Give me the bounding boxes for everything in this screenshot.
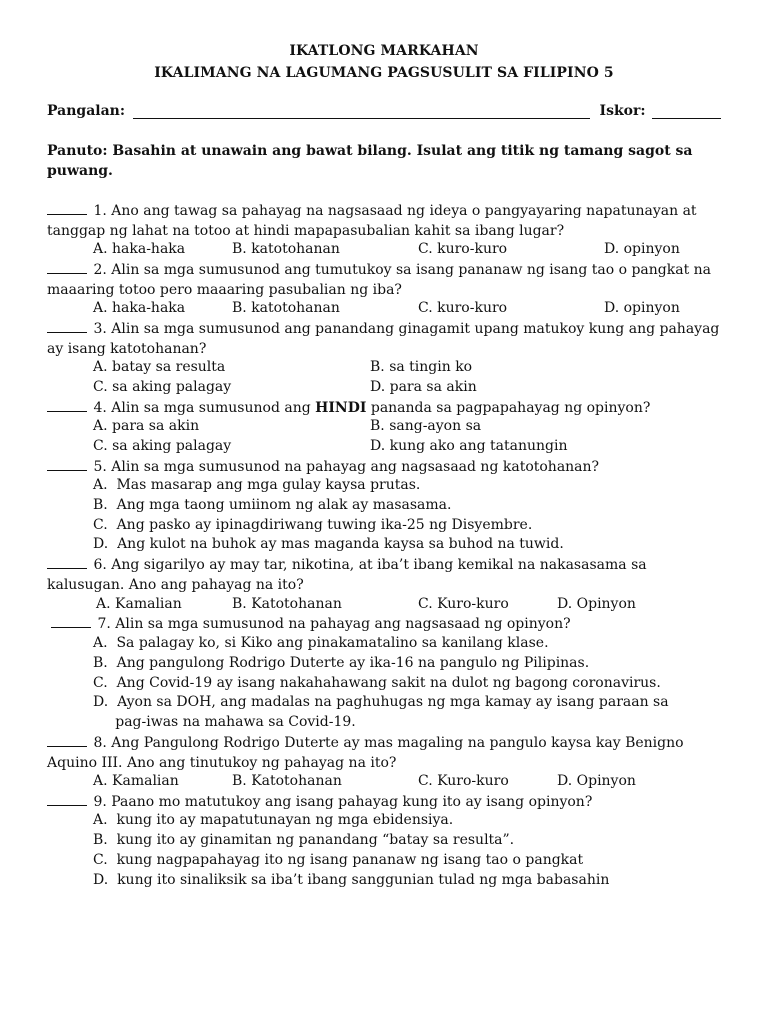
question-text: 1. Ano ang tawag sa pahayag na nagsasaad ng ideya o pangyayaring napatunayan at tanggap ng lahat na totoo at hindi mapapasubalian kahit sa ibang lugar? <box>47 203 697 239</box>
question-text: 4. Alin sa mga sumusunod ang HINDI pananda sa pagpapahayag ng opinyon? <box>93 400 651 416</box>
option-a: A. haka-haka <box>93 300 186 316</box>
question-1 <box>47 201 727 241</box>
option-b: B. kung ito ay ginamitan ng panandang “batay sa resulta”. <box>93 832 515 848</box>
option-c: C. Kuro-kuro <box>418 773 509 789</box>
answer-blank[interactable] <box>47 398 87 412</box>
option-a: A. Sa palagay ko, si Kiko ang pinakamatalino sa kanilang klase. <box>93 635 549 651</box>
name-label: Pangalan: <box>47 103 125 119</box>
question-5 <box>47 457 727 478</box>
page-title: IKATLONG MARKAHAN <box>289 43 479 59</box>
question-9 <box>47 792 727 813</box>
option-d: D. kung ako ang tatanungin <box>370 438 568 454</box>
option-d: D. Opinyon <box>557 773 636 789</box>
option-c: C. Kuro-kuro <box>418 596 509 612</box>
student-info-line <box>47 103 721 119</box>
option-a: A. Kamalian <box>96 596 182 612</box>
option-d: D. kung ito sinaliksik sa iba’t ibang sanggunian tulad ng mga babasahin <box>93 872 610 888</box>
option-d: D. para sa akin <box>370 379 477 395</box>
question-text: 3. Alin sa mga sumusunod ang panandang ginagamit upang matukoy kung ang pahayag ay isang katotohanan? <box>47 321 720 357</box>
question-text: 6. Ang sigarilyo ay may tar, nikotina, at iba’t ibang kemikal na nakasasama sa kalusugan. Ano ang pahayag na ito? <box>47 557 647 593</box>
instructions: Panuto: Basahin at unawain ang bawat bilang. Isulat ang titik ng tamang sagot sa puwang. <box>47 143 693 179</box>
option-b: B. Ang mga taong umiinom ng alak ay masasama. <box>93 497 452 513</box>
answer-blank[interactable] <box>47 201 87 215</box>
option-d: D. Ayon sa DOH, ang madalas na paghuhugas ng mga kamay ay isang paraan sa pag-iwas na mahawa sa Covid-19. <box>93 694 669 730</box>
option-c: C. sa aking palagay <box>93 438 232 454</box>
answer-blank[interactable] <box>47 555 87 569</box>
option-d: D. Opinyon <box>557 596 636 612</box>
option-b: B. katotohanan <box>232 241 340 257</box>
answer-blank[interactable] <box>47 733 87 747</box>
score-field[interactable] <box>652 104 721 119</box>
option-c: C. kuro-kuro <box>418 241 508 257</box>
option-b: B. sang-ayon sa <box>370 418 482 434</box>
option-c: C. kung nagpapahayag ito ng isang pananaw ng isang tao o pangkat <box>93 852 584 868</box>
question-text: 2. Alin sa mga sumusunod ang tumutukoy sa isang pananaw ng isang tao o pangkat na maaaring totoo pero maaaring pasubalian ng iba? <box>47 262 712 298</box>
question-text: 5. Alin sa mga sumusunod na pahayag ang nagsasaad ng katotohanan? <box>93 459 600 475</box>
option-b: B. Katotohanan <box>232 773 342 789</box>
question-8 <box>47 733 727 773</box>
option-c: C. kuro-kuro <box>418 300 508 316</box>
question-text: 9. Paano mo matutukoy ang isang pahayag kung ito ay isang opinyon? <box>93 794 593 810</box>
question-2 <box>47 260 727 300</box>
option-c: C. Ang pasko ay ipinagdiriwang tuwing ika-25 ng Disyembre. <box>93 517 533 533</box>
question-3 <box>47 319 727 359</box>
option-b: B. Ang pangulong Rodrigo Duterte ay ika-16 na pangulo ng Pilipinas. <box>93 655 590 671</box>
option-b: B. katotohanan <box>232 300 340 316</box>
option-a: A. kung ito ay mapatutunayan ng mga ebidensiya. <box>93 812 454 828</box>
option-d: D. opinyon <box>604 300 680 316</box>
option-a: A. Kamalian <box>93 773 179 789</box>
option-d: D. Ang kulot na buhok ay mas maganda kaysa sa buhod na tuwid. <box>93 536 564 552</box>
option-b: B. Katotohanan <box>232 596 342 612</box>
answer-blank[interactable] <box>47 319 87 333</box>
answer-blank[interactable] <box>47 792 87 806</box>
option-a: A. haka-haka <box>93 241 186 257</box>
page-subtitle: IKALIMANG NA LAGUMANG PAGSUSULIT SA FILIPINO 5 <box>154 65 614 81</box>
option-a: A. para sa akin <box>93 418 200 434</box>
score-label: Iskor: <box>599 103 646 119</box>
question-text: 7. Alin sa mga sumusunod na pahayag ang nagsasaad ng opinyon? <box>97 616 571 632</box>
question-4 <box>47 398 727 419</box>
question-6 <box>47 555 727 595</box>
option-a: A. Mas masarap ang mga gulay kaysa prutas. <box>93 477 421 493</box>
option-a: A. batay sa resulta <box>93 359 226 375</box>
option-d: D. opinyon <box>604 241 680 257</box>
name-field[interactable] <box>133 104 590 119</box>
answer-blank[interactable] <box>47 260 87 274</box>
answer-blank[interactable] <box>51 614 91 628</box>
option-c: C. sa aking palagay <box>93 379 232 395</box>
option-c: C. Ang Covid-19 ay isang nakahahawang sakit na dulot ng bagong coronavirus. <box>93 675 661 691</box>
option-b: B. sa tingin ko <box>370 359 473 375</box>
question-7 <box>51 614 731 635</box>
answer-blank[interactable] <box>47 457 87 471</box>
question-text: 8. Ang Pangulong Rodrigo Duterte ay mas magaling na pangulo kaysa kay Benigno Aquino III. Ano ang tinutukoy ng pahayag na ito? <box>47 735 684 771</box>
